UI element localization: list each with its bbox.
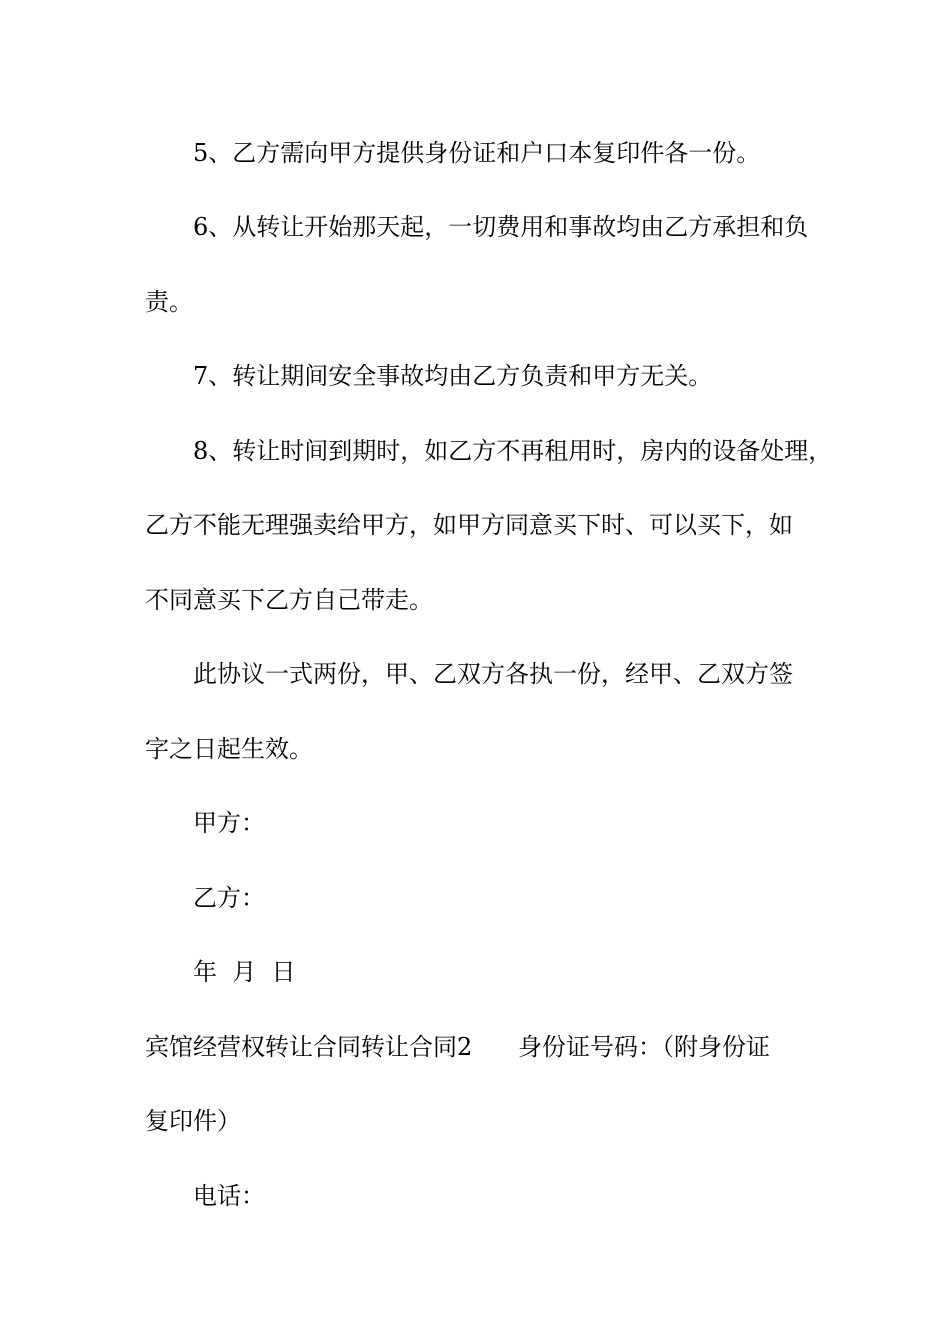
clause-8-line-1: 8、转让时间到期时，如乙方不再租用时，房内的设备处理， [193, 437, 833, 465]
clause-8-line-3: 不同意买下乙方自己带走。 [145, 586, 433, 614]
clause-7: 7、转让期间安全事故均由乙方负责和甲方无关。 [193, 362, 713, 390]
clause-6-line-1: 6、从转让开始那天起，一切费用和事故均由乙方承担和负 [193, 213, 809, 241]
phone-line: 电话： [193, 1182, 265, 1210]
party-b-signature: 乙方： [193, 884, 265, 912]
clause-5: 5、乙方需向甲方提供身份证和户口本复印件各一份。 [193, 139, 761, 167]
date-line: 年 月 日 [193, 958, 296, 986]
id-copy-line: 复印件） [145, 1107, 241, 1135]
party-a-signature: 甲方： [193, 809, 265, 837]
clause-6-line-2: 责。 [145, 288, 193, 316]
contract-title-id-line: 宾馆经营权转让合同转让合同2 身份证号码：（附身份证 [145, 1033, 771, 1061]
agreement-copies-line-2: 字之日起生效。 [145, 735, 313, 763]
clause-8-line-2: 乙方不能无理强卖给甲方，如甲方同意买下时、可以买下，如 [145, 511, 793, 539]
agreement-copies-line-1: 此协议一式两份，甲、乙双方各执一份，经甲、乙双方签 [193, 660, 793, 688]
